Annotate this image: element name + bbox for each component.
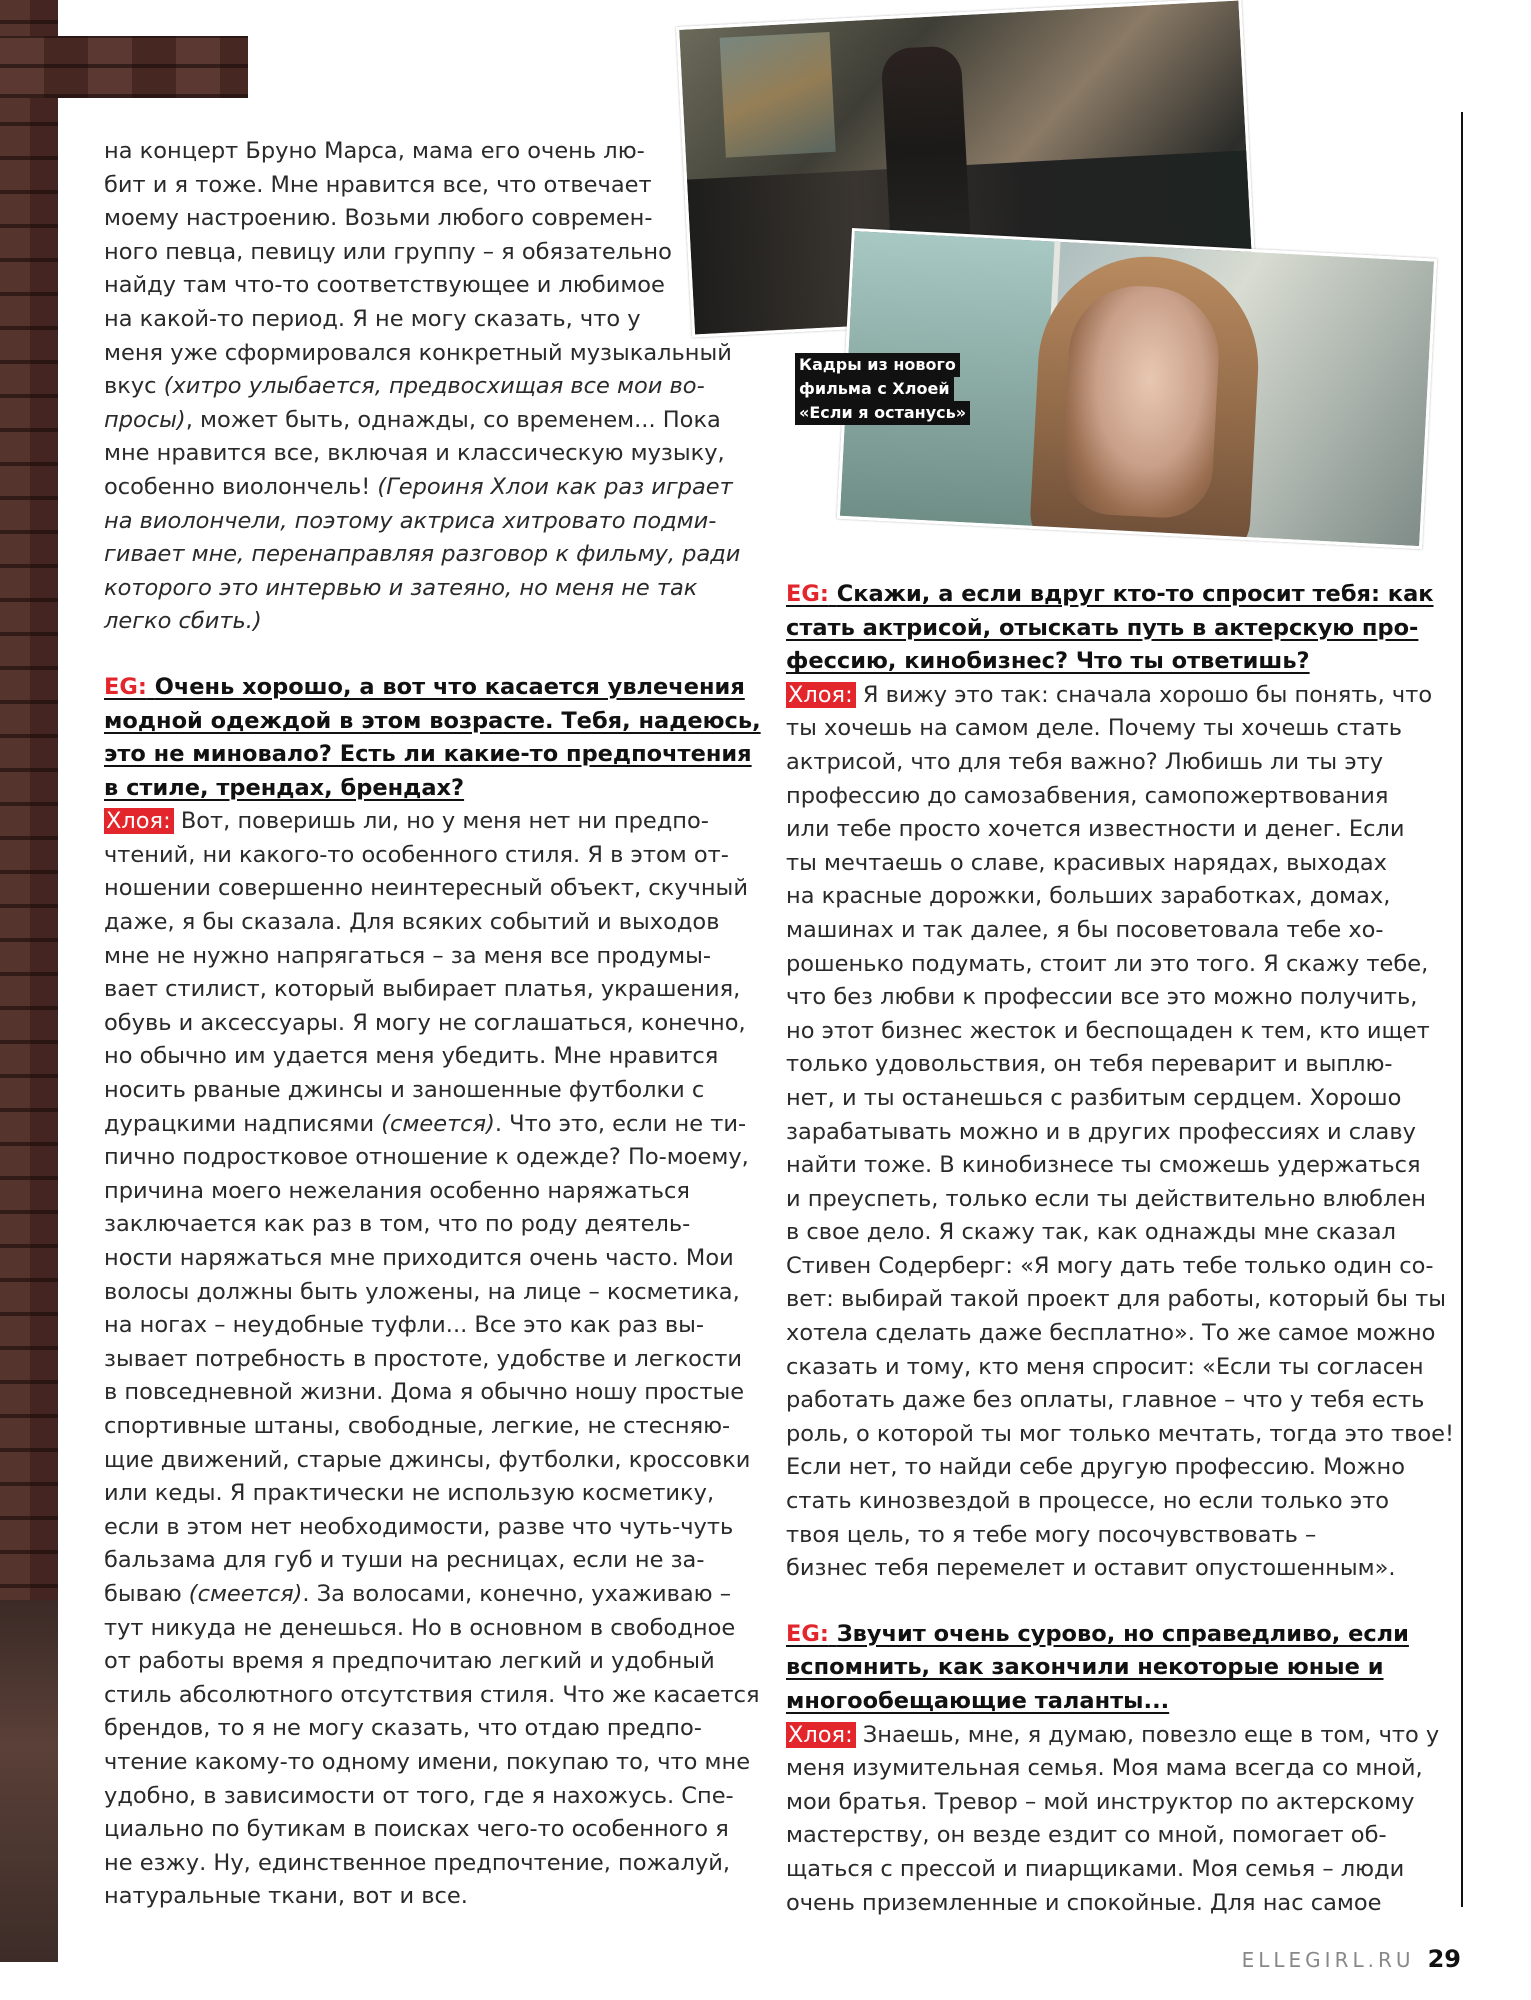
italic-remark: (смеется) bbox=[381, 1110, 495, 1137]
text-line: очень приземленные и спокойные. Для нас самое bbox=[786, 1889, 1382, 1916]
text-line: актрисой, что для тебя важно? Любишь ли ты эту bbox=[786, 748, 1384, 775]
text-line: зывает потребность в простоте, удобстве и легкости bbox=[104, 1345, 743, 1372]
text-line: на ногах – неудобные туфли... Все это как раз вы- bbox=[104, 1312, 705, 1339]
text-line: хотела сделать даже бесплатно». То же самое можно bbox=[786, 1320, 1436, 1347]
floor-decoration bbox=[0, 1600, 58, 1962]
text-line: тут никуда не денешься. Но в основном в свободное bbox=[104, 1614, 736, 1641]
text-line: найду там что-то соответствующее и любимое bbox=[104, 272, 665, 299]
text-line: ного певца, певицу или группу – я обязательно bbox=[104, 238, 672, 265]
text-line: даже, я бы сказала. Для всяких событий и выходов bbox=[104, 909, 720, 936]
text-line: что без любви к профессии все это можно получить, bbox=[786, 984, 1418, 1011]
italic-line: гивает мне, перенаправляя разговор к фильму, ради bbox=[104, 541, 741, 568]
site-name: ELLEGIRL.RU bbox=[1241, 1948, 1415, 1972]
text-line: спортивные штаны, свободные, легкие, не стесняю- bbox=[104, 1412, 731, 1439]
text-line: Стивен Содерберг: «Я могу дать тебе только один со- bbox=[786, 1252, 1434, 1279]
question-line: это не миновало? Есть ли какие-то предпочтения bbox=[104, 741, 752, 768]
page-footer bbox=[1242, 1945, 1461, 1973]
text-line: вает стилист, который выбирает платья, украшения, bbox=[104, 976, 741, 1003]
question-line: в стиле, трендах, брендах? bbox=[104, 774, 465, 801]
text-line: на концерт Бруно Марса, мама его очень лю- bbox=[104, 138, 645, 164]
answer-fashion bbox=[104, 805, 761, 1914]
right-column bbox=[786, 578, 1454, 1920]
text-line: найти тоже. В кинобизнесе ты сможешь удержаться bbox=[786, 1152, 1421, 1179]
question-line: вспомнить, как закончили некоторые юные и bbox=[786, 1654, 1384, 1681]
text-line bbox=[786, 679, 1454, 713]
column-rule bbox=[1461, 112, 1463, 1907]
text-line: ты мечтаешь о славе, красивых нарядах, выходах bbox=[786, 849, 1387, 876]
question-line: модной одеждой в этом возрасте. Тебя, надеюсь, bbox=[104, 707, 761, 734]
text-line: волосы должны быть уложены, на лице – косметика, bbox=[104, 1278, 740, 1305]
intro-paragraph bbox=[104, 135, 761, 639]
text-line: носить рваные джинсы и заношенные футболки с bbox=[104, 1077, 705, 1104]
italic-remark: (смеется) bbox=[188, 1580, 303, 1607]
text-line: на красные дорожки, больших заработках, домах, bbox=[786, 883, 1391, 910]
question-line: стать актрисой, отыскать путь в актерскую про- bbox=[786, 614, 1419, 641]
text-line: натуральные ткани, вот и все. bbox=[104, 1883, 468, 1910]
text-line: вет: выбирай такой проект для работы, который бы ты bbox=[786, 1286, 1447, 1313]
text-run: бываю bbox=[104, 1580, 189, 1607]
film-still-face bbox=[1060, 283, 1222, 521]
text-line: от работы время я предпочитаю легкий и удобный bbox=[104, 1648, 715, 1675]
caption-line: Кадры из нового bbox=[795, 353, 960, 377]
chloe-label: Хлоя: bbox=[104, 808, 174, 834]
text-line: заключается как раз в том, что по роду деятель- bbox=[104, 1211, 691, 1238]
text-line: бит и я тоже. Мне нравится все, что отвечает bbox=[104, 171, 652, 198]
text-line: профессию до самозабвения, самопожертвования bbox=[786, 782, 1389, 809]
text-run: Я вижу это так: сначала хорошо бы понять, что bbox=[855, 681, 1433, 708]
text-line: стиль абсолютного отсутствия стиля. Что же касается bbox=[104, 1681, 760, 1708]
text-line bbox=[104, 1578, 761, 1612]
italic-line: легко сбить.) bbox=[104, 608, 262, 635]
text-line: только удовольствия, он тебя переварит и выплю- bbox=[786, 1051, 1393, 1078]
text-run: Скажи, а если вдруг кто-то спросит тебя: как bbox=[836, 581, 1434, 607]
text-line: сказать и тому, кто меня спросит: «Если ты согласен bbox=[786, 1353, 1424, 1380]
text-line: твоя цель, то я тебе могу посочувствовать – bbox=[786, 1521, 1317, 1548]
text-line: удобно, в зависимости от того, где я нахожусь. Спе- bbox=[104, 1782, 734, 1809]
page-number: 29 bbox=[1427, 1945, 1461, 1973]
question-acting bbox=[786, 578, 1454, 679]
eg-label: EG: bbox=[786, 581, 829, 607]
text-run: . Что это, если не ти- bbox=[494, 1110, 747, 1137]
text-run: , может быть, однажды, со временем... Пока bbox=[185, 406, 721, 433]
text-line: брендов, то я не могу сказать, что отдаю предпо- bbox=[104, 1715, 702, 1742]
text-line: ношении совершенно неинтересный объект, скучный bbox=[104, 875, 748, 902]
question-line bbox=[104, 671, 761, 705]
text-run: дурацкими надписями bbox=[104, 1110, 382, 1137]
text-run: Очень хорошо, а вот что касается увлечения bbox=[154, 673, 745, 700]
text-line: меня изумительная семья. Моя мама всегда со мной, bbox=[786, 1755, 1423, 1782]
text-line: Если нет, то найди себе другую профессию. Можно bbox=[786, 1454, 1406, 1481]
italic-line: на виолончели, поэтому актриса хитровато подми- bbox=[104, 507, 717, 534]
text-line: ты хочешь на самом деле. Почему ты хочешь стать bbox=[786, 715, 1402, 742]
italic-remark: (Героиня Хлои как раз играет bbox=[377, 473, 733, 500]
text-line: в повседневной жизни. Дома я обычно ношу простые bbox=[104, 1379, 745, 1406]
text-line: не езжу. Ну, единственное предпочтение, пожалуй, bbox=[104, 1849, 731, 1876]
caption-line: «Если я останусь» bbox=[795, 401, 970, 425]
text-line: и преуспеть, только если ты действительно влюблен bbox=[786, 1185, 1426, 1212]
chloe-label: Хлоя: bbox=[786, 1722, 856, 1748]
question-line bbox=[786, 578, 1454, 612]
text-line: щие движений, старые джинсы, футболки, кроссовки bbox=[104, 1446, 751, 1473]
text-run: Знаешь, мне, я думаю, повезло еще в том, что у bbox=[855, 1721, 1440, 1748]
text-line: роль, о которой ты мог только мечтать, тогда это твое! bbox=[786, 1420, 1454, 1447]
answer-acting bbox=[786, 679, 1454, 1586]
text-line: мои братья. Тревор – мой инструктор по актерскому bbox=[786, 1788, 1415, 1815]
text-line: моему настроению. Возьми любого современ- bbox=[104, 205, 653, 232]
eg-label: EG: bbox=[104, 673, 147, 700]
text-line: мастерству, он везде ездит со мной, помогает об- bbox=[786, 1822, 1387, 1849]
text-line bbox=[786, 1719, 1454, 1753]
text-line: рошенько подумать, стоит ли это того. Я скажу тебе, bbox=[786, 950, 1429, 977]
answer-family bbox=[786, 1719, 1454, 1921]
text-line: щаться с прессой и пиарщиками. Моя семья – люди bbox=[786, 1855, 1405, 1882]
text-line: бальзама для губ и туши на ресницах, если не за- bbox=[104, 1547, 705, 1574]
text-line bbox=[104, 805, 761, 839]
text-line: или тебе просто хочется известности и денег. Если bbox=[786, 816, 1405, 843]
question-talent bbox=[786, 1618, 1454, 1719]
text-run: особенно виолончель! bbox=[104, 473, 378, 500]
text-run: Звучит очень сурово, но справедливо, если bbox=[836, 1620, 1409, 1647]
text-line bbox=[104, 404, 761, 438]
text-line: или кеды. Я практически не использую косметику, bbox=[104, 1480, 715, 1507]
text-line: но этот бизнес жесток и беспощаден к тем, кто ищет bbox=[786, 1017, 1430, 1044]
caption-line: фильма с Хлоей bbox=[795, 377, 954, 401]
text-line: если в этом нет необходимости, разве что чуть-чуть bbox=[104, 1513, 734, 1540]
text-line: мне не нужно напрягаться – за меня все продумы- bbox=[104, 942, 712, 969]
text-run: вкус bbox=[104, 373, 164, 400]
text-line: мне нравится все, включая и классическую музыку, bbox=[104, 440, 725, 467]
question-fashion bbox=[104, 671, 761, 805]
text-line: обувь и аксессуары. Я могу не соглашаться, конечно, bbox=[104, 1009, 746, 1036]
text-line: в свое дело. Я скажу так, как однажды мне сказал bbox=[786, 1219, 1396, 1246]
text-line bbox=[104, 471, 761, 505]
text-line: стать кинозвездой в процессе, но если только это bbox=[786, 1488, 1390, 1515]
text-line: зарабатывать можно и в других профессиях и славу bbox=[786, 1118, 1416, 1145]
photo-caption bbox=[795, 353, 970, 425]
text-line bbox=[104, 370, 761, 404]
text-line bbox=[104, 1108, 761, 1142]
text-run: Вот, поверишь ли, но у меня нет ни предпо- bbox=[173, 808, 709, 835]
text-line: чтение какому-то одному имени, покупаю то, что мне bbox=[104, 1748, 751, 1775]
question-line: фессию, кинобизнес? Что ты ответишь? bbox=[786, 648, 1310, 675]
text-line: но обычно им удается меня убедить. Мне нравится bbox=[104, 1043, 719, 1070]
text-line: циально по бутикам в поисках чего-то особенного я bbox=[104, 1816, 729, 1843]
text-line: причина моего нежелания особенно наряжаться bbox=[104, 1177, 690, 1204]
italic-remark: просы) bbox=[104, 406, 186, 433]
text-line: бизнес тебя перемелет и оставит опустошенным». bbox=[786, 1555, 1396, 1582]
eg-label: EG: bbox=[786, 1620, 829, 1647]
text-run: . За волосами, конечно, ухаживаю – bbox=[302, 1580, 731, 1607]
question-line bbox=[786, 1618, 1454, 1652]
italic-remark: (хитро улыбается, предвосхищая все мои во- bbox=[163, 373, 705, 400]
chloe-label: Хлоя: bbox=[786, 682, 856, 708]
text-line: машинах и так далее, я бы посоветовала тебе хо- bbox=[786, 916, 1384, 943]
italic-line: которого это интервью и затеяно, но меня не так bbox=[104, 574, 698, 601]
brick-wall-top-decoration bbox=[0, 36, 248, 98]
text-line: меня уже сформировался конкретный музыкальный bbox=[104, 339, 732, 366]
left-column bbox=[104, 135, 761, 1914]
text-line: ности наряжаться мне приходится очень часто. Мои bbox=[104, 1245, 734, 1271]
text-line: работать даже без оплаты, главное – что у тебя есть bbox=[786, 1387, 1425, 1414]
text-line: нет, и ты останешься с разбитым сердцем. Хорошо bbox=[786, 1084, 1402, 1111]
text-line: чтений, ни какого-то особенного стиля. Я в этом от- bbox=[104, 841, 729, 868]
question-line: многообещающие таланты... bbox=[786, 1688, 1170, 1714]
text-line: пично подростковое отношение к одежде? По-моему, bbox=[104, 1144, 749, 1171]
text-line: на какой-то период. Я не могу сказать, что у bbox=[104, 305, 641, 332]
